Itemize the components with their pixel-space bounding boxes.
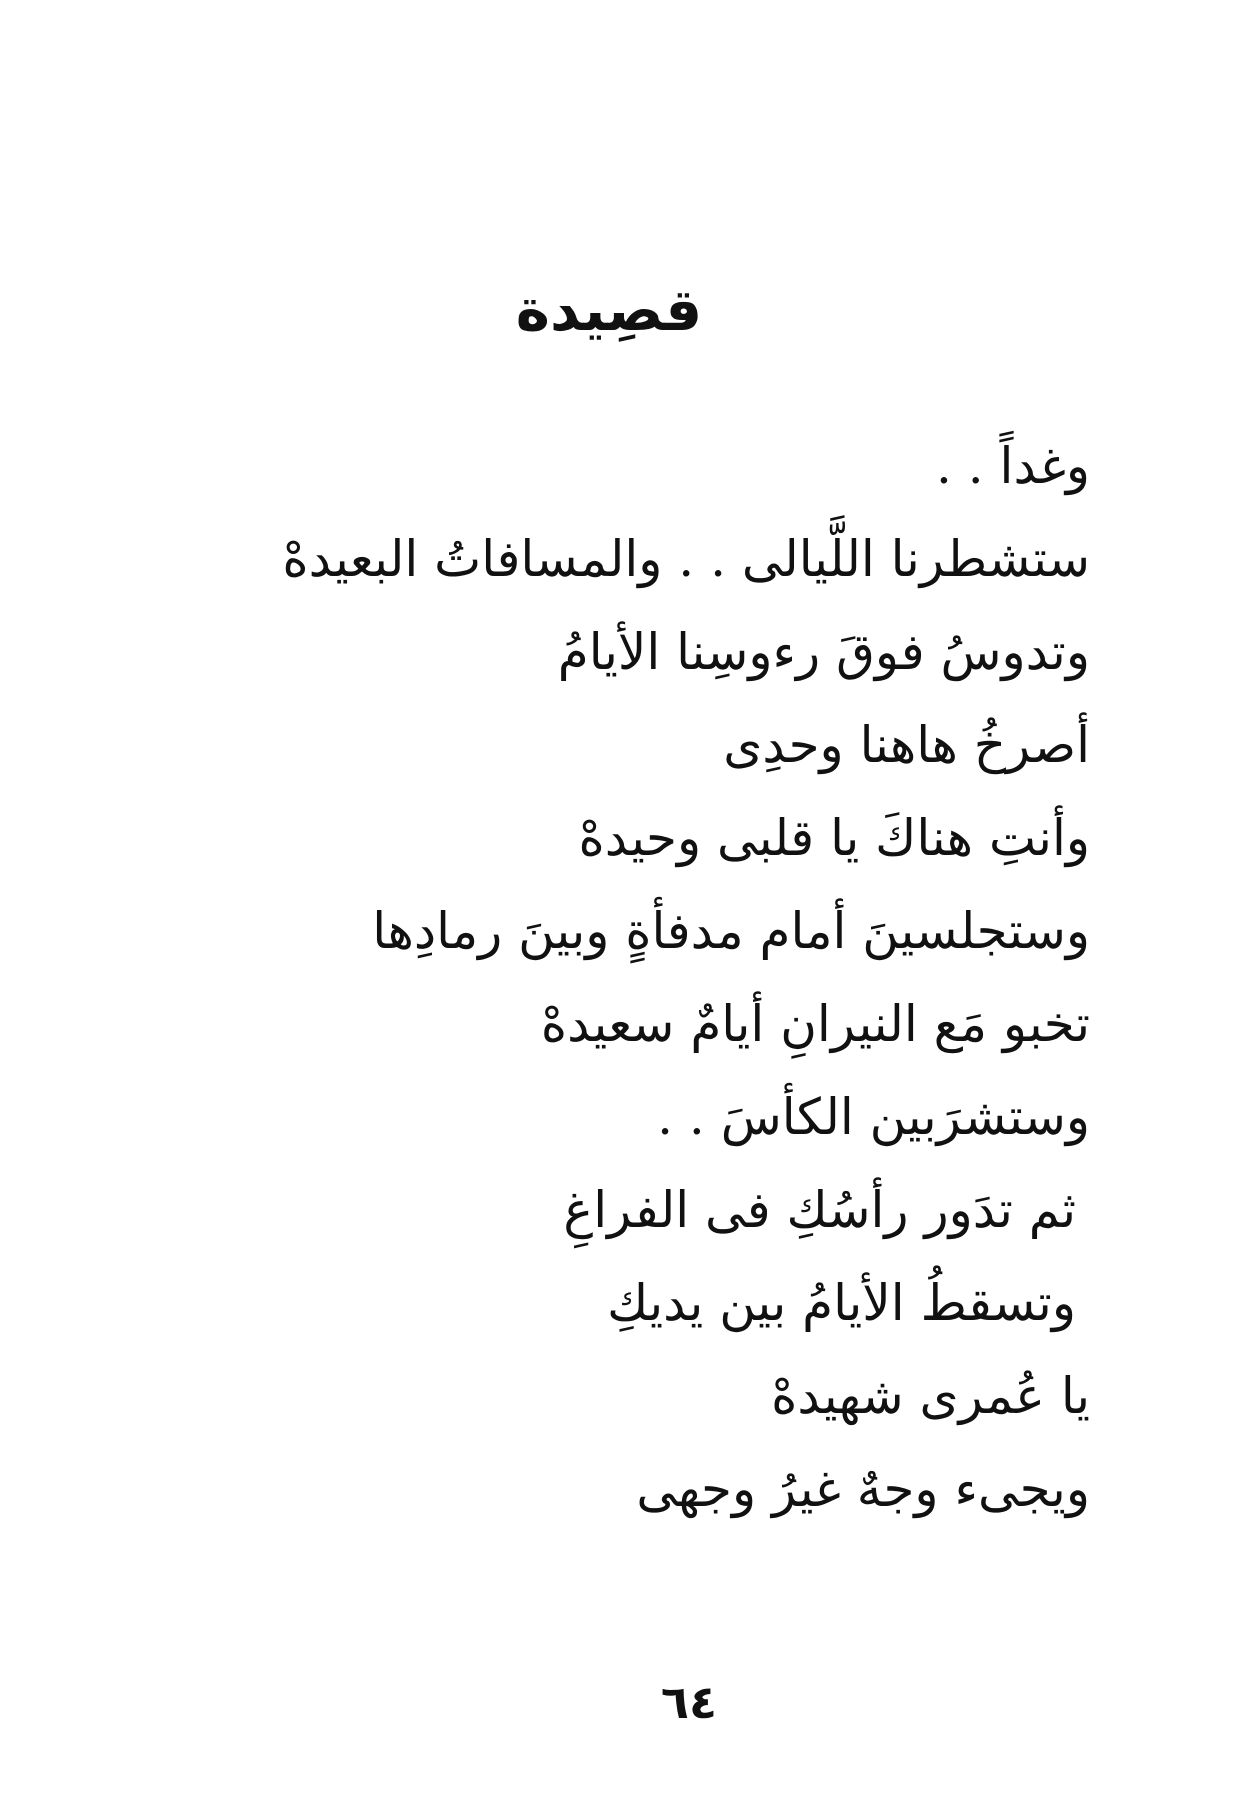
poem-body (270, 420, 1090, 1536)
poem-line: وتسقطُ الأيامُ بين يديكِ (607, 1274, 1076, 1332)
poem-line: ستشطرنا اللَّيالى . . والمسافاتُ البعيدهْ (282, 530, 1090, 588)
poem-line: وستشرَبين الكأسَ . . (657, 1088, 1090, 1146)
poem-line: ثم تدَور رأسُكِ فى الفراغِ (563, 1181, 1076, 1239)
page-number: ٦٤ (660, 1675, 718, 1729)
poem-line: وتدوسُ فوقَ رءوسِنا الأيامُ (557, 623, 1090, 681)
poem-line: أصرخُ هاهنا وحدِى (723, 716, 1090, 774)
poem-line: تخبو مَع النيرانِ أيامٌ سعيدهْ (540, 995, 1090, 1053)
poem-line: وغداً . . (935, 437, 1090, 495)
poem-line: وستجلسينَ أمام مدفأةٍ وبينَ رمادِها (372, 902, 1090, 960)
poem-line: وأنتِ هناكَ يا قلبى وحيدهْ (578, 809, 1090, 867)
poem-line: ويجىء وجهٌ غيرُ وجهى (636, 1460, 1090, 1518)
poem-line: يا عُمرى شهيدهْ (771, 1367, 1090, 1425)
poem-title: قصِيدة (515, 276, 703, 344)
